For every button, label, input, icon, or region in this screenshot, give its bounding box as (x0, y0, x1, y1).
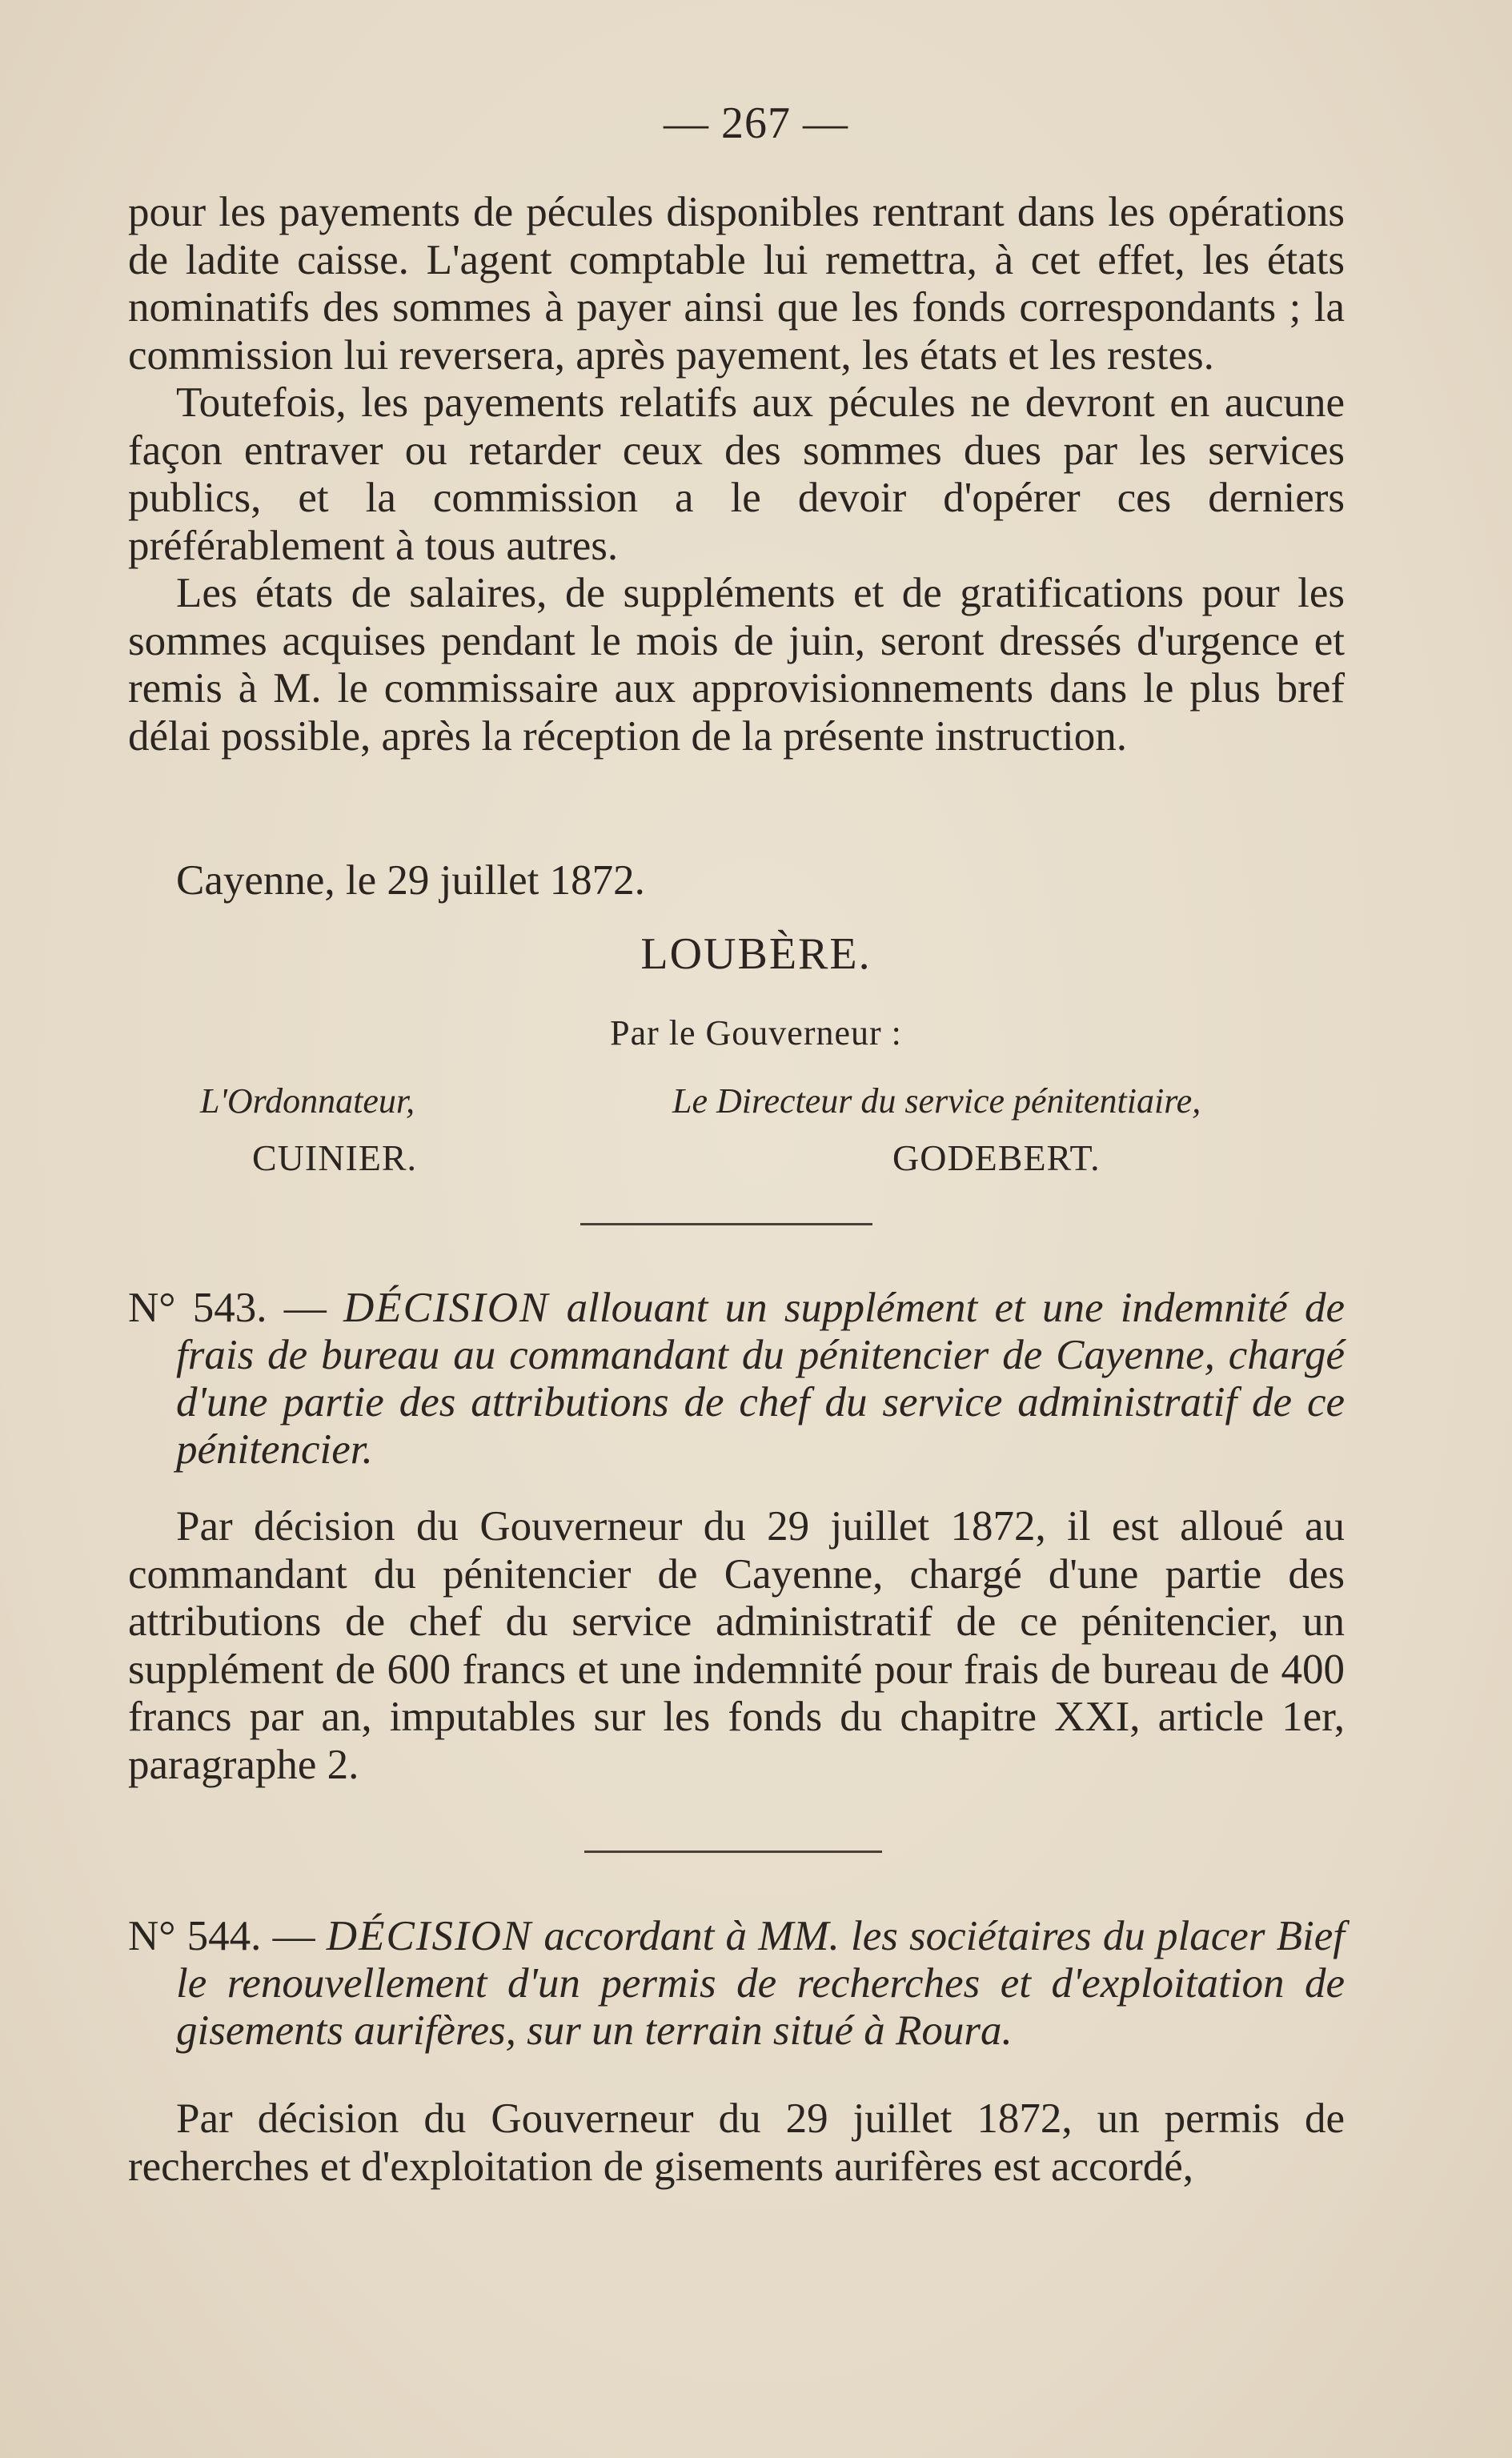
decision-544-keyword: DÉCISION (326, 1913, 533, 1959)
page-number: — 267 — (664, 98, 848, 148)
ordonnateur-title: L'Ordonnateur, (200, 1081, 415, 1121)
decision-544-body-section (128, 2095, 1345, 2191)
intro-paragraph-3: Les états de salaires, de suppléments et de gratifications pour les sommes acquises pendant le mois de juin, seront dressés d'urgence et remis à M. le commissaire aux approvisionnements dans le plus bref délai possible, après la réception de la présente instruction. (128, 570, 1345, 760)
decision-544-heading (128, 1913, 1345, 2055)
decision-543-body-section (128, 1503, 1345, 1789)
governor-signature: LOUBÈRE. (640, 929, 872, 979)
decision-543-keyword: DÉCISION (343, 1285, 550, 1331)
decision-544-description: accordant à MM. les sociétaires du placer Bief le renouvellement d'un permis de recherches et d'exploitation de gisements aurifères, sur un terrain situé à Roura. (176, 1913, 1345, 2054)
intro-section (128, 189, 1345, 760)
intro-paragraph-2: Toutefois, les payements relatifs aux pécules ne devront en aucune façon entraver ou retarder ceux des sommes dues par les services publics, et la commission a le devoir d'opérer ces derniers préférablement à tous autres. (128, 379, 1345, 569)
ordonnateur-name: CUINIER. (252, 1137, 418, 1178)
date-line: Cayenne, le 29 juillet 1872. (176, 857, 645, 904)
section-divider (580, 1223, 872, 1225)
decision-544-body: Par décision du Gouverneur du 29 juillet 1872, un permis de recherches et d'exploitation de gisements aurifères est accordé, (128, 2095, 1345, 2190)
directeur-title: Le Directeur du service pénitentiaire, (672, 1081, 1201, 1121)
decision-543-description: allouant un supplément et une indemnité de frais de bureau au commandant du pénitencier de Cayenne, chargé d'une partie des attributions de chef du service administratif de ce pénitencier. (176, 1285, 1345, 1473)
decision-543-heading (128, 1285, 1345, 1474)
decision-544-number: N° 544. — (128, 1913, 315, 1959)
directeur-name: GODEBERT. (892, 1137, 1101, 1178)
par-le-gouverneur: Par le Gouverneur : (610, 1013, 902, 1053)
decision-543-number: N° 543. — (128, 1285, 327, 1331)
intro-paragraph-1: pour les payements de pécules disponibles rentrant dans les opérations de ladite caisse. L'agent comptable lui remettra, à cet effet, les états nominatifs des sommes à payer ainsi que les fonds correspondants ; la commission lui reversera, après payement, les états et les restes. (128, 189, 1345, 379)
section-divider (584, 1851, 882, 1853)
decision-543-body: Par décision du Gouverneur du 29 juillet 1872, il est alloué au commandant du pénitencier de Cayenne, chargé d'une partie des attributions de chef du service administratif de ce pénitencier, un supplément de 600 francs et une indemnité pour frais de bureau de 400 francs par an, imputables sur les fonds du chapitre XXI, article 1er, paragraphe 2. (128, 1503, 1345, 1788)
